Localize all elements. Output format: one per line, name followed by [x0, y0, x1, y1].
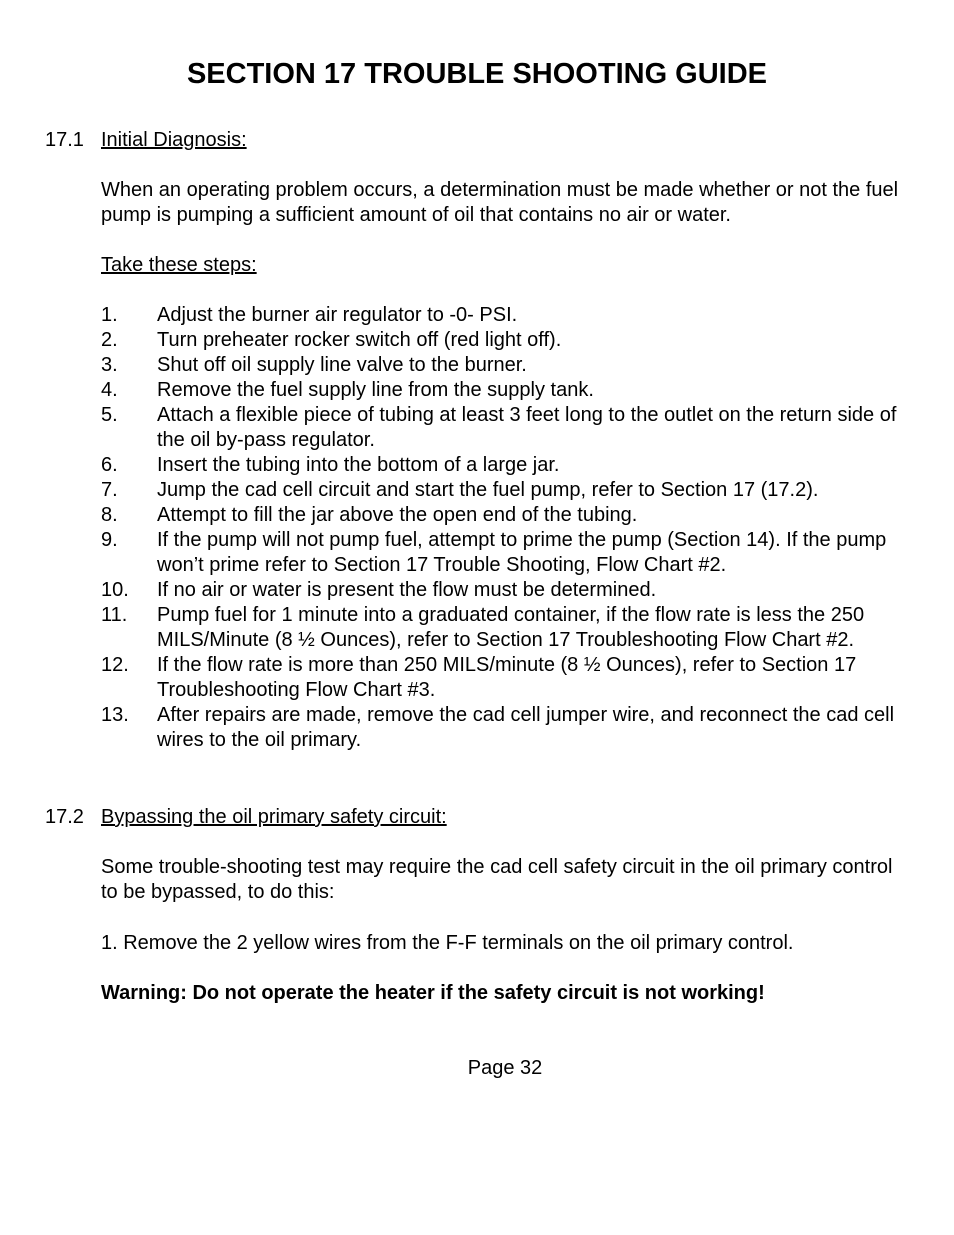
- section-heading-initial-diagnosis: Initial Diagnosis:: [101, 129, 247, 151]
- diagnosis-steps-list: [101, 303, 901, 753]
- step-number: 10.: [101, 579, 129, 601]
- list-item: [101, 378, 901, 403]
- page-title: SECTION 17 TROUBLE SHOOTING GUIDE: [186, 58, 768, 90]
- list-item: [101, 603, 901, 653]
- step-number: 4.: [101, 379, 118, 401]
- safety-warning: Warning: Do not operate the heater if the safety circuit is not working!: [101, 982, 765, 1004]
- step-text: Jump the cad cell circuit and start the fuel pump, refer to Section 17 (17.2).: [157, 479, 819, 501]
- list-item: [101, 653, 901, 703]
- list-item: [101, 328, 901, 353]
- diagnosis-intro-paragraph: When an operating problem occurs, a determination must be made whether or not the fuel pump is pumping a sufficient amount of oil that contains no air or water.: [101, 179, 899, 226]
- step-text: Turn preheater rocker switch off (red light off).: [157, 329, 562, 351]
- step-text: Shut off oil supply line valve to the burner.: [157, 354, 527, 376]
- section-heading-bypassing-safety-circuit: Bypassing the oil primary safety circuit:: [101, 806, 447, 828]
- step-number: 12.: [101, 654, 129, 676]
- step-number: 2.: [101, 329, 118, 351]
- list-item: [101, 453, 901, 478]
- step-text: Adjust the burner air regulator to -0- PSI.: [157, 304, 518, 326]
- list-item: [101, 303, 901, 328]
- step-number: 8.: [101, 504, 118, 526]
- section-number-17-2: 17.2: [45, 806, 84, 828]
- list-item: [101, 578, 901, 603]
- step-text: Insert the tubing into the bottom of a large jar.: [157, 454, 560, 476]
- step-number: 3.: [101, 354, 118, 376]
- step-text: If the flow rate is more than 250 MILS/minute (8 ½ Ounces), refer to Section 17 Troubleshooting Flow Chart #3.: [157, 654, 857, 701]
- step-number: 1.: [101, 304, 118, 326]
- step-text: After repairs are made, remove the cad cell jumper wire, and reconnect the cad cell wires to the oil primary.: [157, 704, 895, 751]
- step-text: If no air or water is present the flow must be determined.: [157, 579, 657, 601]
- list-item: [101, 503, 901, 528]
- list-item: [101, 353, 901, 378]
- step-number: 5.: [101, 404, 118, 426]
- steps-heading: Take these steps:: [101, 254, 257, 276]
- list-item: [101, 403, 901, 453]
- step-text: Remove the fuel supply line from the supply tank.: [157, 379, 594, 401]
- step-text: If the pump will not pump fuel, attempt to prime the pump (Section 14). If the pump won’t prime refer to Section 17 Trouble Shooting, Flow Chart #2.: [157, 529, 887, 576]
- list-item: [101, 703, 901, 753]
- bypass-intro-paragraph: Some trouble-shooting test may require the cad cell safety circuit in the oil primary control to be bypassed, to do this:: [101, 856, 893, 903]
- step-text: Attempt to fill the jar above the open end of the tubing.: [157, 504, 638, 526]
- bypass-step: 1. Remove the 2 yellow wires from the F-F terminals on the oil primary control.: [101, 932, 794, 954]
- step-text: Pump fuel for 1 minute into a graduated container, if the flow rate is less the 250 MILS/Minute (8 ½ Ounces), refer to Section 17 Troubleshooting Flow Chart #2.: [157, 604, 865, 651]
- step-number: 13.: [101, 704, 129, 726]
- section-number-17-1: 17.1: [45, 129, 84, 151]
- step-number: 11.: [101, 604, 128, 626]
- list-item: [101, 528, 901, 578]
- page-number: Page 32: [467, 1057, 543, 1079]
- step-number: 7.: [101, 479, 118, 501]
- step-text: Attach a flexible piece of tubing at least 3 feet long to the outlet on the return side of the oil by-pass regulator.: [157, 404, 897, 451]
- list-item: [101, 478, 901, 503]
- step-number: 6.: [101, 454, 118, 476]
- step-number: 9.: [101, 529, 118, 551]
